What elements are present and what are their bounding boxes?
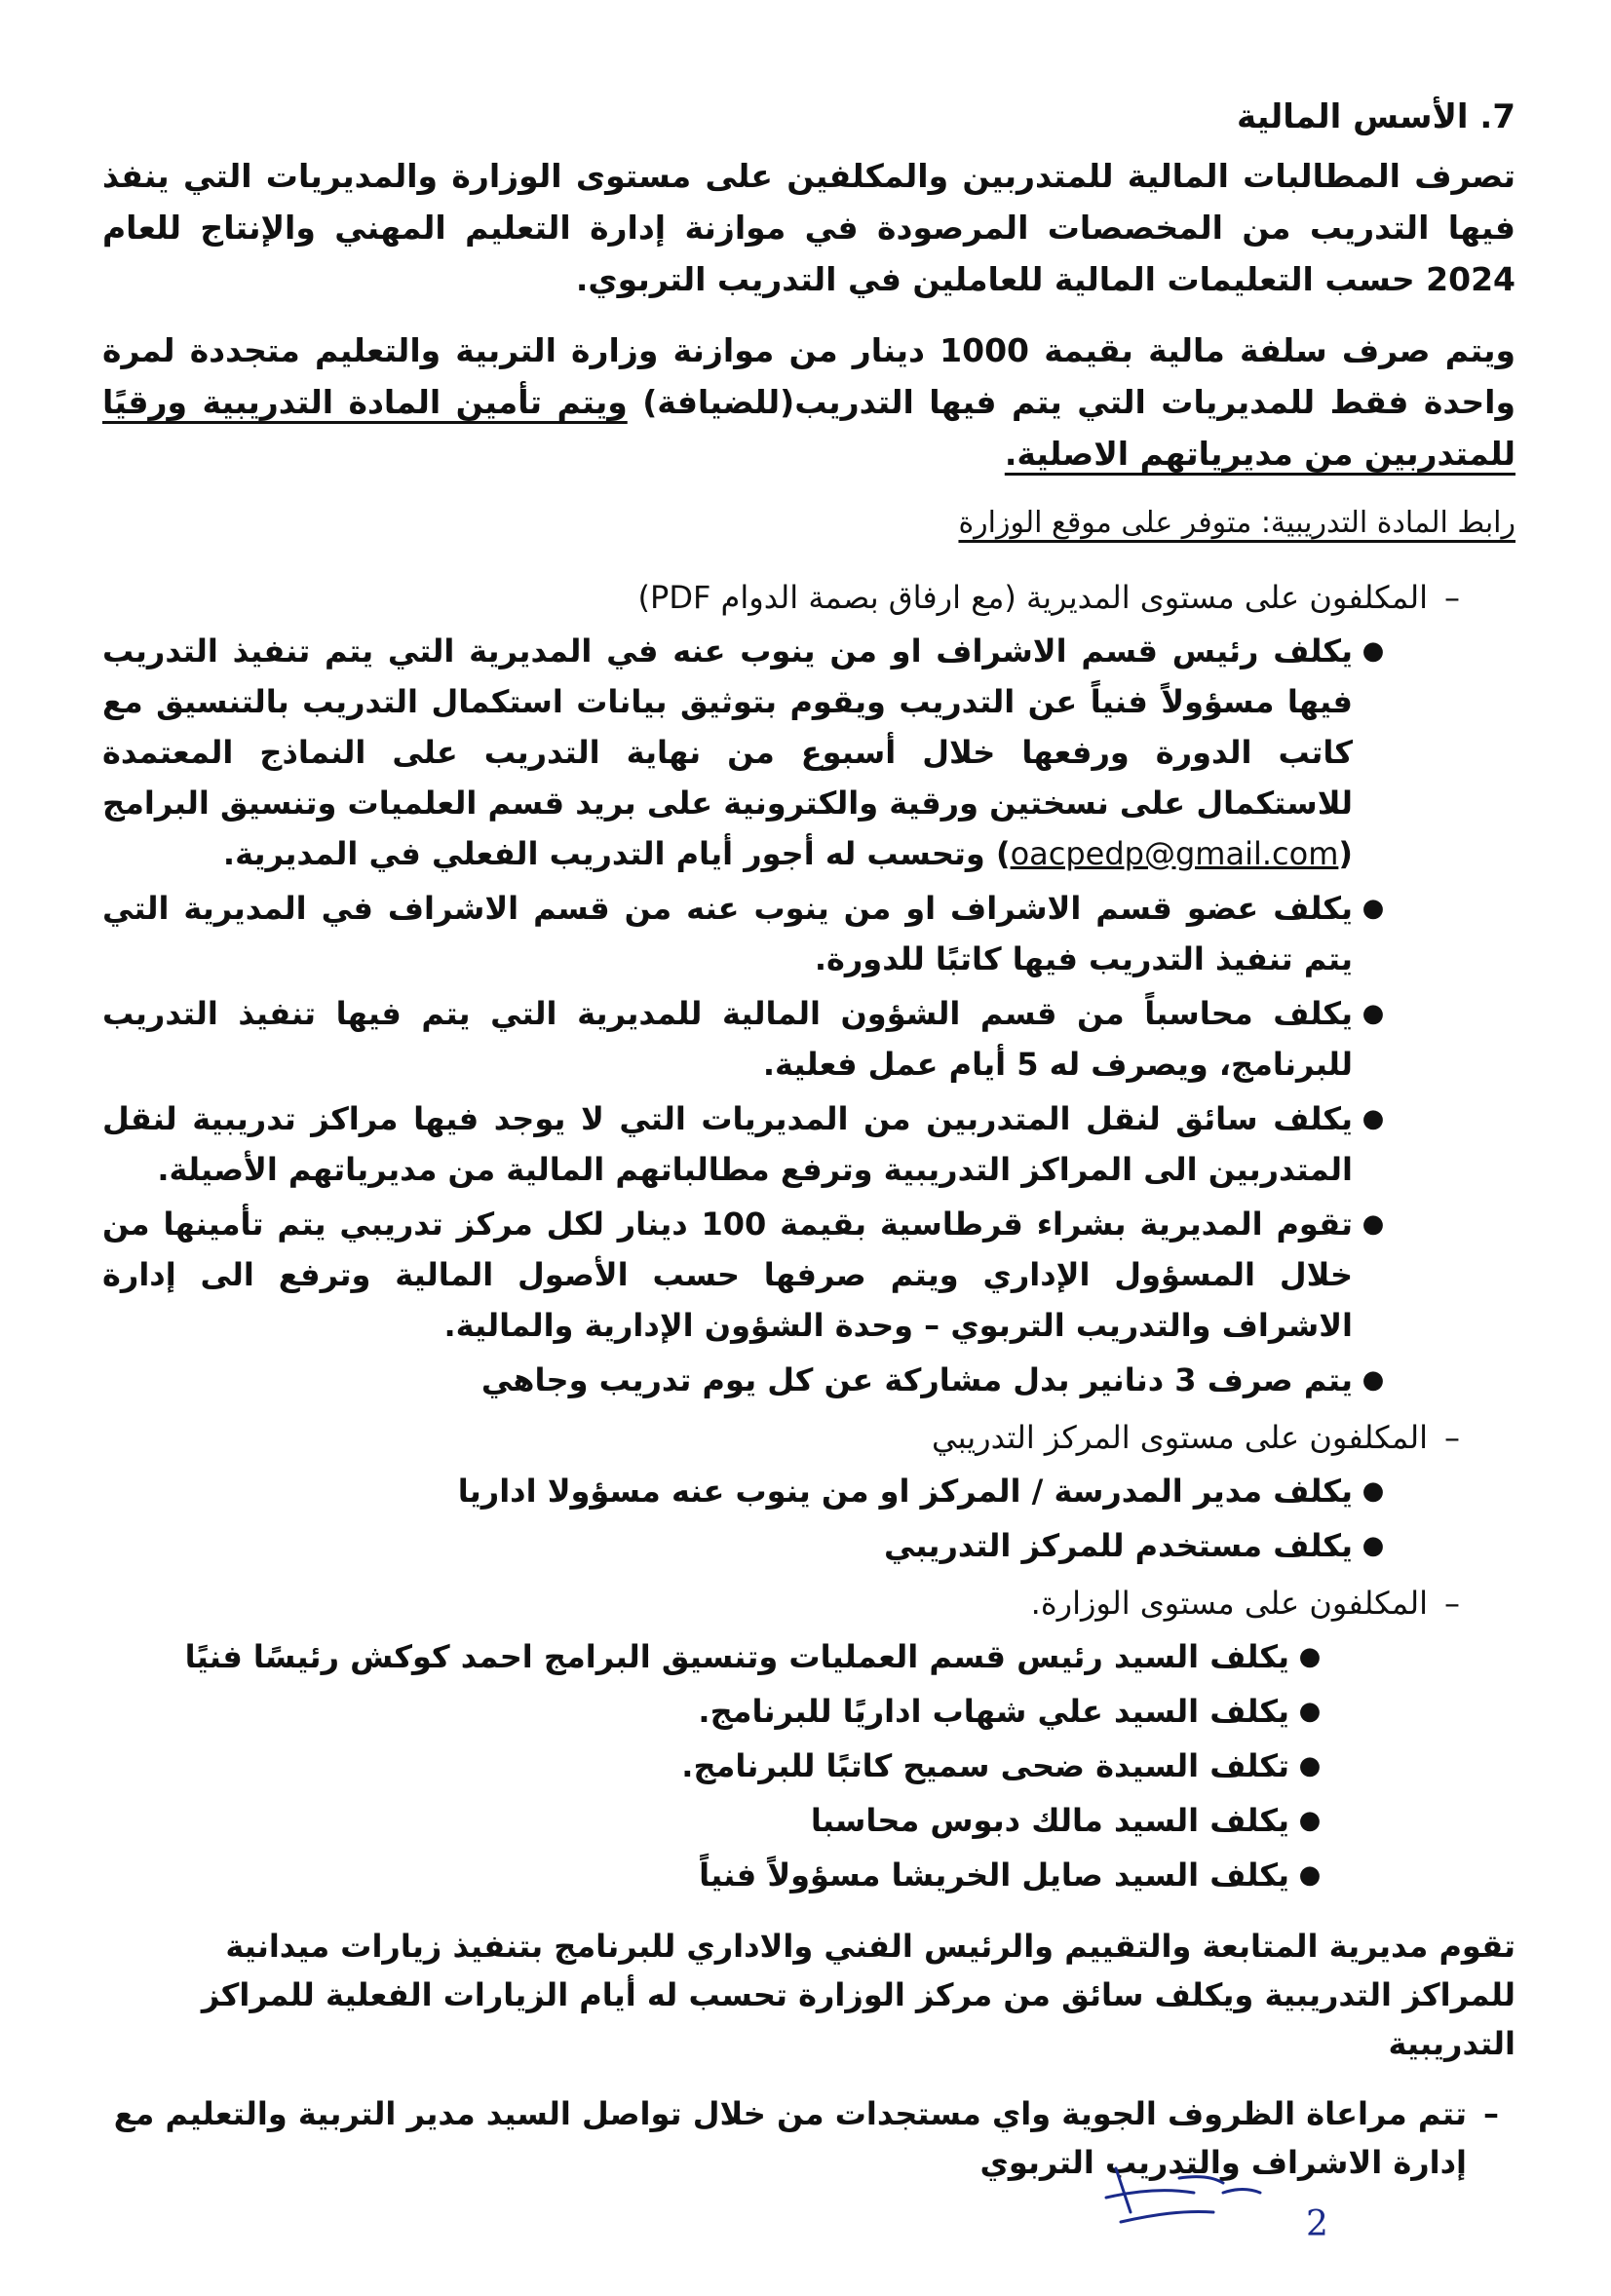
advance-paragraph <box>102 325 1515 479</box>
directorate-heading-text: المكلفون على مستوى المديرية (مع ارفاق بصمة الدوام PDF) <box>637 579 1428 616</box>
ministry-heading-text: المكلفون على مستوى الوزارة. <box>1030 1585 1428 1622</box>
bullet-icon: ● <box>1362 1104 1385 1133</box>
list-item-text: يكلف السيد صايل الخريشا مسؤولاً فنياً <box>699 1856 1289 1894</box>
list-item <box>102 1466 1394 1516</box>
page-number: 2 <box>1306 2204 1328 2244</box>
bullet-icon: ● <box>1362 636 1385 666</box>
center-heading <box>102 1413 1477 1462</box>
directorate-section <box>102 573 1515 1405</box>
directorate-list <box>102 626 1515 1405</box>
ministry-list <box>102 1631 1515 1900</box>
handwritten-signature <box>1077 2154 1272 2241</box>
center-heading-text: المكلفون على مستوى المركز التدريبي <box>931 1419 1428 1456</box>
bullet-icon: ● <box>1362 1531 1385 1560</box>
dash-marker: – <box>1483 2095 1499 2132</box>
email-link[interactable]: oacpedp@gmail.com <box>1010 835 1339 872</box>
bullet-icon: ● <box>1298 1751 1322 1780</box>
materials-link-line: رابط المادة التدريبية: متوفر على موقع الوزارة <box>958 506 1515 540</box>
field-visits-paragraph: تقوم مديرية المتابعة والتقييم والرئيس الفني والاداري للبرنامج بتنفيذ زيارات ميدانية للمراكز التدريبية ويكلف سائق من مركز الوزارة تحسب له أيام الزيارات الفعلية للمراكز التدريبية <box>201 1928 1515 2062</box>
bullet-icon: ● <box>1362 894 1385 923</box>
item-text-before: يكلف رئيس قسم الاشراف او من ينوب عنه في المديرية التي يتم تنفيذ التدريب فيها مسؤولاً فنياً عن التدريب ويقوم بتوثيق بيانات استكمال التدريب بالتنسيق مع كاتب الدورة ورفعها خلال أسبوع من نهاية التدريب على النماذج المعتمدة للاستكمال على نسختين ورقية والكترونية على بريد قسم العلميات وتنسيق البرامج ( <box>102 632 1353 872</box>
list-item-text: يتم صرف 3 دنانير بدل مشاركة عن كل يوم تدريب وجاهي <box>480 1361 1353 1398</box>
list-item-text: يكلف سائق لنقل المتدربين من المديريات التي لا يوجد فيها مراكز تدريبية لنقل المتدربين الى المراكز التدريبية وترفع مطالباتهم المالية من مديرياتهم الأصيلة. <box>102 1100 1353 1188</box>
dash-marker: – <box>1444 579 1460 616</box>
list-item <box>102 1355 1394 1405</box>
list-item-text: يكلف السيد علي شهاب اداريًا للبرنامج. <box>698 1693 1289 1730</box>
bullet-icon: ● <box>1298 1697 1322 1726</box>
dash-marker: – <box>1444 1419 1460 1456</box>
bullet-icon: ● <box>1362 1365 1385 1395</box>
list-item <box>102 883 1394 984</box>
list-item-text: تقوم المديرية بشراء قرطاسية بقيمة 100 دينار لكل مركز تدريبي يتم تأمينها من خلال المسؤول الإداري ويتم صرفها حسب الأصول المالية وترفع الى إدارة الاشراف والتدريب التربوي – وحدة الشؤون الإدارية والمالية. <box>102 1205 1354 1344</box>
list-item-text: يكلف مدير المدرسة / المركز او من ينوب عنه مسؤولا اداريا <box>457 1473 1353 1510</box>
materials-note: ويتم تأمين المادة التدريبية ورقيًا للمتدربين من مديرياتهم الاصلية. <box>102 383 1515 473</box>
weather-note <box>102 2089 1515 2187</box>
list-item <box>102 1795 1330 1846</box>
list-item-text: يكلف عضو قسم الاشراف او من ينوب عنه من قسم الاشراف في المديرية التي يتم تنفيذ التدريب فيها كاتبًا للدورة. <box>102 890 1353 977</box>
dash-marker: – <box>1444 1585 1460 1622</box>
advance-text: ويتم صرف سلفة مالية بقيمة 1000 دينار من موازنة وزارة التربية والتعليم متجددة لمرة واحدة فقط للمديريات التي يتم فيها التدريب(للضيافة) <box>102 331 1515 421</box>
funding-paragraph: تصرف المطالبات المالية للمتدربين والمكلفين على مستوى الوزارة والمديريات التي ينفذ فيها التدريب من المخصصات المرصودة في موازنة إدارة التعليم المهني والإنتاج للعام 2024 حسب التعليمات المالية للعاملين في التدريب التربوي. <box>102 157 1515 298</box>
list-item <box>102 988 1394 1090</box>
directorate-heading <box>102 573 1477 622</box>
list-item <box>102 1199 1394 1351</box>
list-item-text: يكلف السيد رئيس قسم العمليات وتنسيق البرامج احمد كوكش رئيسًا فنيًا <box>184 1638 1289 1675</box>
list-item-text: يكلف السيد مالك دبوس محاسبا <box>810 1802 1289 1839</box>
list-item <box>102 1686 1330 1737</box>
list-item <box>102 1741 1330 1791</box>
bullet-icon: ● <box>1298 1642 1322 1671</box>
list-item <box>102 1520 1394 1571</box>
bullet-icon: ● <box>1362 1209 1385 1239</box>
list-item <box>102 1850 1330 1900</box>
list-item-text: يكلف محاسباً من قسم الشؤون المالية للمديرية التي يتم فيها تنفيذ التدريب للبرنامج، ويصرف له 5 أيام عمل فعلية. <box>102 995 1353 1083</box>
ministry-section <box>102 1579 1515 1900</box>
document-page <box>102 97 1515 2187</box>
center-section <box>102 1413 1515 1571</box>
list-item <box>102 626 1394 879</box>
section-title: 7. الأسس المالية <box>1237 97 1515 136</box>
list-item <box>102 1093 1394 1195</box>
list-item-text: تكلف السيدة ضحى سميح كاتبًا للبرنامج. <box>681 1747 1289 1784</box>
bullet-icon: ● <box>1298 1806 1322 1835</box>
item-text-after: ) وتحسب له أجور أيام التدريب الفعلي في المديرية. <box>222 835 1011 872</box>
bullet-icon: ● <box>1362 999 1385 1028</box>
list-item-text: يكلف مستخدم للمركز التدريبي <box>883 1527 1353 1564</box>
weather-note-text: تتم مراعاة الظروف الجوية واي مستجدات من خلال تواصل السيد مدير التربية والتعليم مع إدارة الاشراف والتدريب التربوي <box>113 2095 1467 2181</box>
center-list <box>102 1466 1515 1571</box>
list-item-text <box>102 626 1353 879</box>
list-item <box>102 1631 1330 1682</box>
bullet-icon: ● <box>1298 1860 1322 1890</box>
ministry-heading <box>102 1579 1477 1627</box>
bullet-icon: ● <box>1362 1476 1385 1506</box>
